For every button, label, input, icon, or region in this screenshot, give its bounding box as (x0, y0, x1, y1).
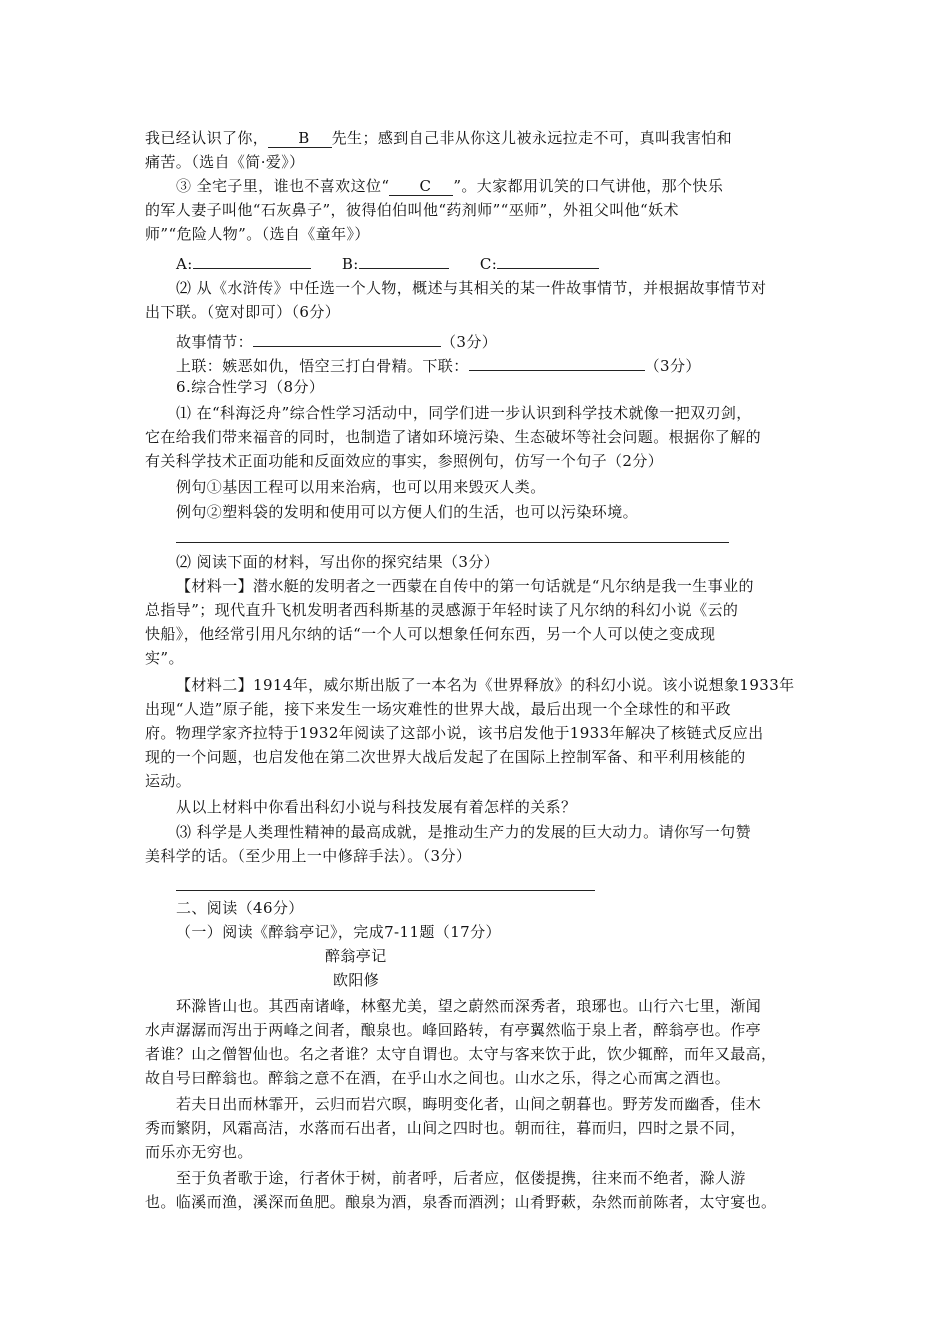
text-line: 【材料二】1914年，威尔斯出版了一本名为《世界释放》的科幻小说。该小说想象1933年 (176, 676, 795, 694)
passage-author: 欧阳修 (333, 971, 380, 989)
text-line: 痛苦。（选自《简·爱》） (145, 153, 305, 171)
passage-line: 而乐亦无穷也。 (145, 1143, 253, 1161)
passage-line: 环滁皆山也。其西南诸峰，林壑尤美，望之蔚然而深秀者，琅琊也。山行六七里，渐闻 (176, 997, 762, 1015)
section-heading: 6.综合性学习（8分） (176, 378, 325, 396)
text-line: 从以上材料中你看出科幻小说与科技发展有着怎样的关系？ (176, 798, 577, 816)
answer-blank-b[interactable]: B (268, 130, 331, 148)
text-line: 美科学的话。（至少用上一中修辞手法）。（3分） (145, 847, 472, 865)
answer-row-abc: A: B: C: (176, 251, 599, 274)
couplet-row: 上联：嫉恶如仇，悟空三打白骨精。下联： （3分） (176, 353, 701, 376)
text-line: 出下联。（宽对即可）（6分） (145, 303, 341, 321)
text-line: 的军人妻子叫他“石灰鼻子”，彼得伯伯叫他“药剂师”“巫师”，外祖父叫他“妖术 (145, 201, 679, 219)
answer-blank-b-field[interactable] (359, 251, 449, 269)
text-line: 有关科学技术正面功能和反面效应的事实，参照例句，仿写一个句子（2分） (145, 452, 664, 470)
text-line: 实”。 (145, 649, 184, 667)
text-line: 它在给我们带来福音的同时，也制造了诸如环境污染、生态破坏等社会问题。根据你了解的 (145, 428, 762, 446)
story-plot-field[interactable] (253, 329, 441, 347)
text-line: 府。物理学家齐拉特于1932年阅读了这部小说，该书启发他于1933年解决了核链式反应出 (145, 724, 764, 742)
answer-blank-c[interactable]: C (389, 178, 453, 196)
text-line: 【材料一】潜水艇的发明者之一西蒙在自传中的第一句话就是“凡尔纳是我一生事业的 (176, 577, 754, 595)
text-line: ⑴ 在“科海泛舟”综合性学习活动中，同学们进一步认识到科学技术就像一把双刃剑， (176, 404, 752, 422)
passage-line: 若夫日出而林霏开，云归而岩穴暝，晦明变化者，山间之朝暮也。野芳发而幽香，佳木 (176, 1095, 762, 1113)
answer-blank-a-field[interactable] (193, 251, 311, 269)
passage-line: 也。临溪而渔，溪深而鱼肥。酿泉为酒，泉香而酒洌；山肴野蔌，杂然而前陈者，太守宴也。 (145, 1193, 777, 1211)
section-heading: 二、阅读（46分） (176, 899, 304, 917)
couplet-second-line-field[interactable] (469, 353, 645, 371)
text-line: 运动。 (145, 772, 192, 790)
passage-line: 者谁？山之僧智仙也。名之者谁？太守自谓也。太守与客来饮于此，饮少辄醉，而年又最高， (145, 1045, 777, 1063)
text-line: 我已经认识了你， B 先生；感到自己非从你这儿被永远拉走不可，真叫我害怕和 (145, 129, 733, 147)
text-line: ⑵ 阅读下面的材料，写出你的探究结果（3分） (176, 553, 500, 571)
passage-line: 秀而繁阴，风霜高洁，水落而石出者，山间之四时也。朝而往，暮而归，四时之景不同， (145, 1119, 746, 1137)
text-line: （一）阅读《醉翁亭记》，完成7-11题（17分） (176, 923, 501, 941)
answer-line-praise[interactable] (176, 890, 595, 891)
passage-title: 醉翁亭记 (325, 947, 387, 965)
text-line: ③ 全宅子里，谁也不喜欢这位“ C ”。大家都用讥笑的口气讲他，那个快乐 (176, 177, 724, 195)
passage-line: 至于负者歌于途，行者休于树，前者呼，后者应，伛偻提携，往来而不绝者，滁人游 (176, 1169, 746, 1187)
answer-blank-c-field[interactable] (497, 251, 599, 269)
answer-line-sentence[interactable] (176, 542, 729, 543)
text-line: ⑶ 科学是人类理性精神的最高成就，是推动生产力的发展的巨大动力。请你写一句赞 (176, 823, 751, 841)
text-line: 例句①基因工程可以用来治病，也可以用来毁灭人类。 (176, 478, 546, 496)
text-line: 出现“人造”原子能，接下来发生一场灾难性的世界大战，最后出现一个全球性的和平政 (145, 700, 731, 718)
text-line: ⑵ 从《水浒传》中任选一个人物，概述与其相关的某一件故事情节，并根据故事情节对 (176, 279, 767, 297)
passage-line: 水声潺潺而泻出于两峰之间者，酿泉也。峰回路转，有亭翼然临于泉上者，醉翁亭也。作亭 (145, 1021, 762, 1039)
text-line: 总指导”；现代直升飞机发明者西科斯基的灵感源于年轻时读了凡尔纳的科幻小说《云的 (145, 601, 739, 619)
text-line: 快船》，他经常引用凡尔纳的话“一个人可以想象任何东西，另一个人可以使之变成现 (145, 625, 716, 643)
text-line: 现的一个问题，也启发他在第二次世界大战后发起了在国际上控制军备、和平利用核能的 (145, 748, 746, 766)
passage-line: 故自号曰醉翁也。醉翁之意不在酒，在乎山水之间也。山水之乐，得之心而寓之酒也。 (145, 1069, 731, 1087)
story-plot-row: 故事情节： （3分） (176, 329, 497, 352)
text-line: 师”“危险人物”。（选自《童年》） (145, 225, 370, 243)
text-line: 例句②塑料袋的发明和使用可以方便人们的生活，也可以污染环境。 (176, 503, 639, 521)
